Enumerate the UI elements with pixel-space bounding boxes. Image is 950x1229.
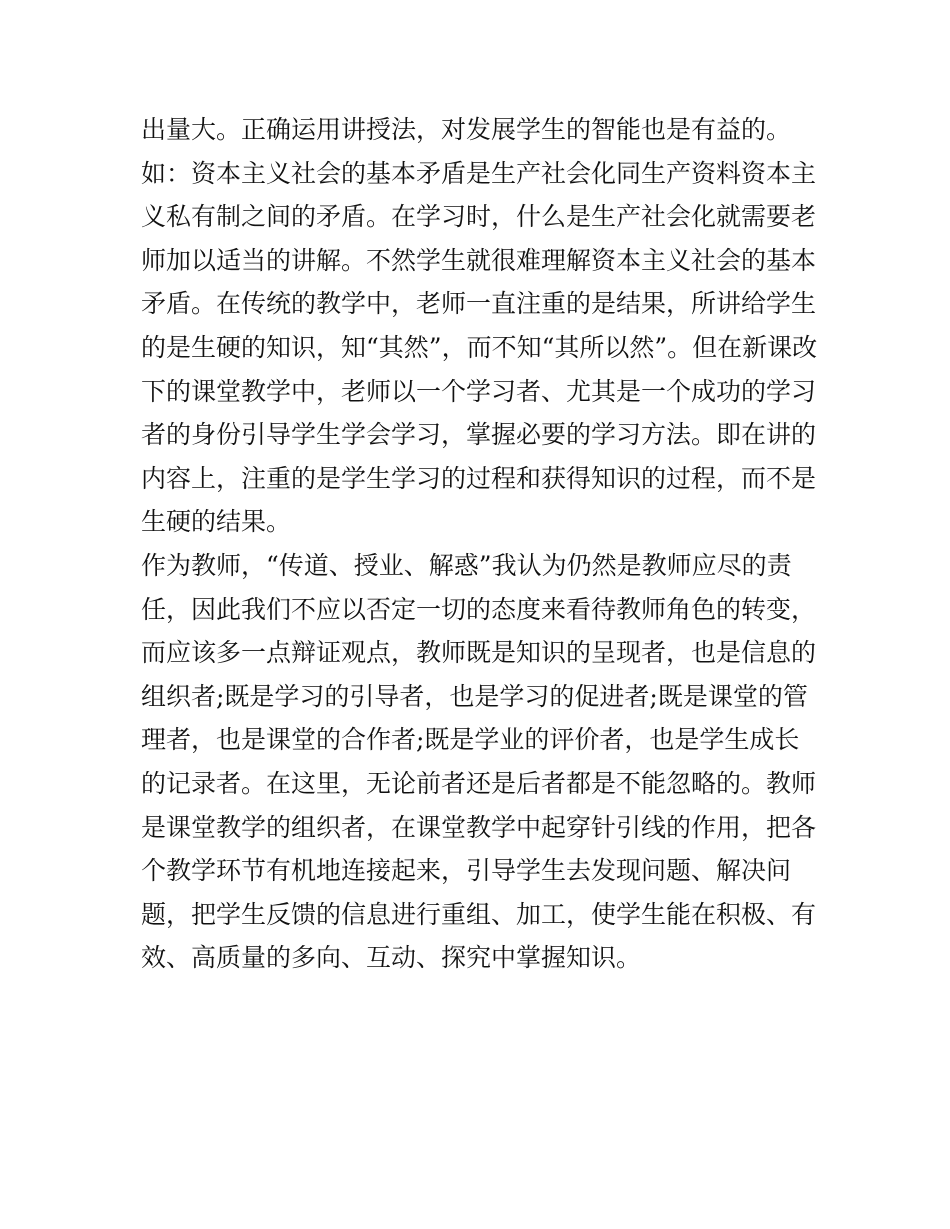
text-line: 矛盾。在传统的教学中，老师一直注重的是结果，所讲给学生 bbox=[141, 289, 817, 319]
text-line: 如：资本主义社会的基本矛盾是生产社会化同生产资料资本主 bbox=[141, 158, 817, 188]
text-line: 下的课堂教学中，老师以一个学习者、尤其是一个成功的学习 bbox=[141, 376, 817, 406]
text-line: 任，因此我们不应以否定一切的态度来看待教师角色的转变， bbox=[141, 594, 817, 624]
text-line: 内容上，注重的是学生学习的过程和获得知识的过程，而不是 bbox=[141, 463, 817, 493]
text-line: 而应该多一点辩证观点，教师既是知识的呈现者，也是信息的 bbox=[141, 638, 817, 668]
text-line: 的是生硬的知识，知“其然”，而不知“其所以然”。但在新课改 bbox=[141, 332, 818, 362]
text-line: 组织者;既是学习的引导者，也是学习的促进者;既是课堂的管 bbox=[141, 681, 808, 711]
text-line: 是课堂教学的组织者，在课堂教学中起穿针引线的作用，把各 bbox=[141, 812, 817, 842]
text-line: 理者，也是课堂的合作者;既是学业的评价者，也是学生成长 bbox=[141, 725, 800, 755]
text-line: 题，把学生反馈的信息进行重组、加工，使学生能在积极、有 bbox=[141, 899, 817, 929]
text-line: 师加以适当的讲解。不然学生就很难理解资本主义社会的基本 bbox=[141, 245, 817, 275]
text-line: 作为教师，“传道、授业、解惑”我认为仍然是教师应尽的责 bbox=[141, 550, 792, 580]
text-line: 的记录者。在这里，无论前者还是后者都是不能忽略的。教师 bbox=[141, 768, 817, 798]
text-line: 生硬的结果。 bbox=[141, 507, 292, 537]
body-text bbox=[141, 108, 821, 980]
text-line: 个教学环节有机地连接起来，引导学生去发现问题、解决问 bbox=[141, 856, 792, 886]
text-line: 效、高质量的多向、互动、探究中掌握知识。 bbox=[141, 943, 642, 973]
text-line: 义私有制之间的矛盾。在学习时，什么是生产社会化就需要老 bbox=[141, 202, 817, 232]
text-line: 出量大。正确运用讲授法，对发展学生的智能也是有益的。 bbox=[141, 115, 792, 144]
text-line: 者的身份引导学生学会学习，掌握必要的学习方法。即在讲的 bbox=[141, 420, 817, 450]
